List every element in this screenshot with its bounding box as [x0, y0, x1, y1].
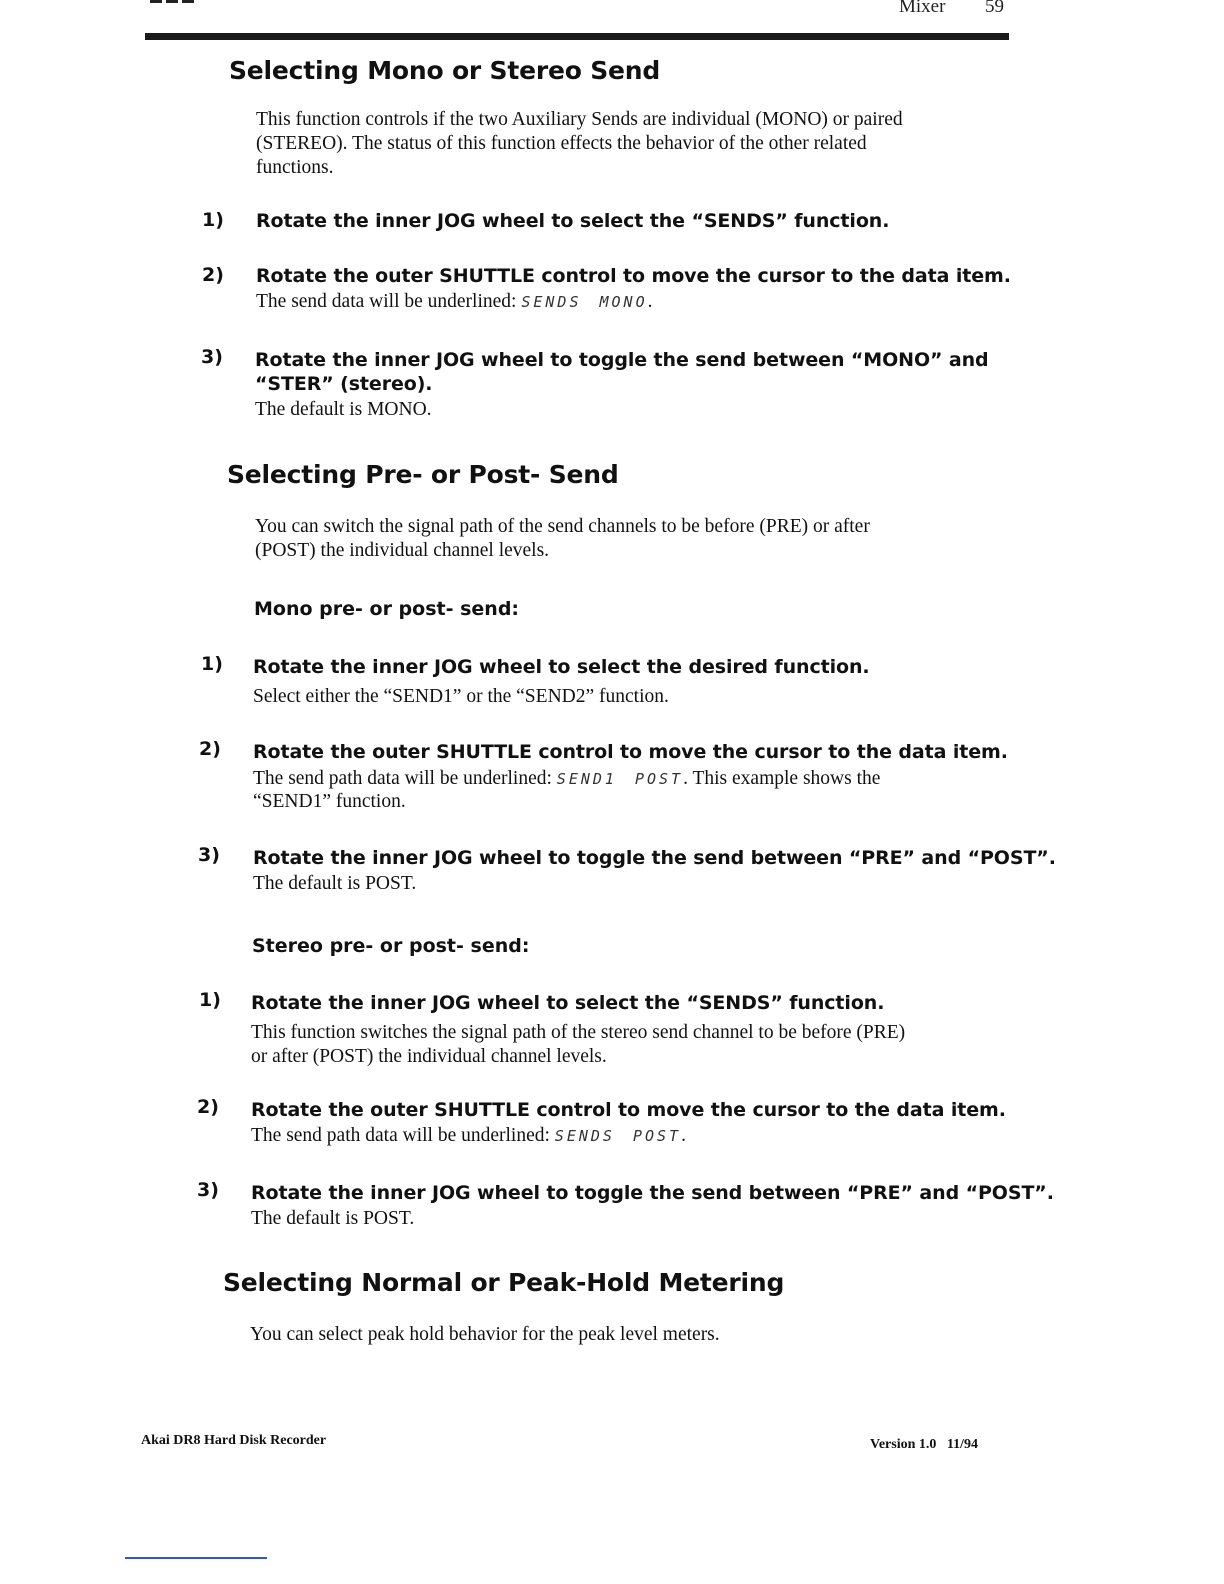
step-number: 1) — [201, 653, 223, 675]
note-end: . This example shows the — [683, 768, 881, 789]
intro-line: (POST) the individual channel levels. — [255, 540, 550, 561]
step-instruction: Rotate the outer SHUTTLE control to move the cursor to the data item. — [253, 741, 1008, 763]
header-page-number: 59 — [985, 0, 1004, 17]
section-intro-mono-stereo — [256, 108, 903, 180]
step-number: 2) — [202, 264, 224, 286]
step-number: 2) — [197, 1096, 219, 1118]
header-section: Mixer — [899, 0, 946, 17]
akai-logo-fragment — [148, 0, 196, 4]
step-instruction: Rotate the outer SHUTTLE control to move the cursor to the data item. — [256, 265, 1011, 287]
note-text: The send path data will be underlined: — [251, 1125, 550, 1146]
step-note — [251, 1124, 686, 1148]
lcd-value: POST — [634, 770, 684, 788]
instruction-line: “STER” (stereo). — [255, 373, 433, 395]
intro-line: functions. — [256, 157, 334, 178]
note-end: . — [647, 291, 653, 312]
step-note: The default is POST. — [253, 873, 417, 894]
step-number: 1) — [202, 209, 224, 231]
section-intro-pre-post — [255, 515, 870, 563]
subsection-title-stereo: Stereo pre- or post- send: — [252, 935, 530, 957]
instruction-line: Rotate the inner JOG wheel to toggle the send between “MONO” and — [255, 349, 989, 371]
intro-line: (STEREO). The status of this function effects the behavior of the other related — [256, 133, 867, 154]
step-number: 2) — [199, 738, 221, 760]
step-instruction: Rotate the inner JOG wheel to select the desired function. — [253, 656, 870, 678]
lcd-readout — [521, 293, 647, 311]
lcd-function: SENDS — [554, 1127, 615, 1145]
step-note — [253, 767, 880, 791]
subsection-title-mono: Mono pre- or post- send: — [254, 598, 520, 620]
header-rule — [145, 33, 1009, 40]
step-note — [256, 290, 653, 314]
step-instruction: Rotate the inner JOG wheel to select the “SENDS” function. — [256, 210, 890, 232]
lcd-function: SEND1 — [556, 770, 617, 788]
section-title-metering: Selecting Normal or Peak-Hold Metering — [223, 1268, 785, 1297]
note-text: The send path data will be underlined: — [253, 768, 552, 789]
step-instruction: Rotate the inner JOG wheel to toggle the send between “PRE” and “POST”. — [253, 847, 1056, 869]
footer-product: Akai DR8 Hard Disk Recorder — [141, 1433, 327, 1448]
note-text: The send data will be underlined: — [256, 291, 517, 312]
step-number: 1) — [199, 989, 221, 1011]
step-number: 3) — [197, 1179, 219, 1201]
lcd-function: SENDS — [521, 293, 582, 311]
section-title-pre-post: Selecting Pre- or Post- Send — [227, 460, 619, 489]
step-note: “SEND1” function. — [253, 791, 406, 812]
lcd-readout — [557, 770, 683, 788]
note-line: or after (POST) the individual channel levels. — [251, 1046, 607, 1067]
lcd-readout — [555, 1127, 681, 1145]
section-title-mono-stereo: Selecting Mono or Stereo Send — [229, 56, 661, 85]
step-instruction: Rotate the outer SHUTTLE control to move the cursor to the data item. — [251, 1099, 1006, 1121]
intro-line: This function controls if the two Auxiliary Sends are individual (MONO) or paired — [256, 109, 903, 130]
note-line: This function switches the signal path of the stereo send channel to be before (PRE) — [251, 1022, 906, 1043]
footer-version: Version 1.0 11/94 — [870, 1437, 978, 1452]
bottom-edge-line — [125, 1557, 267, 1559]
step-instruction: Rotate the inner JOG wheel to select the “SENDS” function. — [251, 992, 885, 1014]
step-note: The default is MONO. — [255, 399, 432, 420]
step-note: The default is POST. — [251, 1208, 415, 1229]
note-end: . — [681, 1125, 686, 1146]
lcd-value: MONO — [599, 293, 648, 311]
step-instruction — [255, 348, 989, 396]
step-note — [251, 1021, 905, 1069]
lcd-value: POST — [632, 1127, 682, 1145]
step-note: Select either the “SEND1” or the “SEND2” function. — [253, 686, 669, 707]
step-instruction: Rotate the inner JOG wheel to toggle the send between “PRE” and “POST”. — [251, 1182, 1054, 1204]
step-number: 3) — [201, 346, 223, 368]
section-intro-metering: You can select peak hold behavior for the peak level meters. — [250, 1324, 720, 1345]
step-number: 3) — [198, 844, 220, 866]
intro-line: You can switch the signal path of the send channels to be before (PRE) or after — [255, 516, 870, 537]
